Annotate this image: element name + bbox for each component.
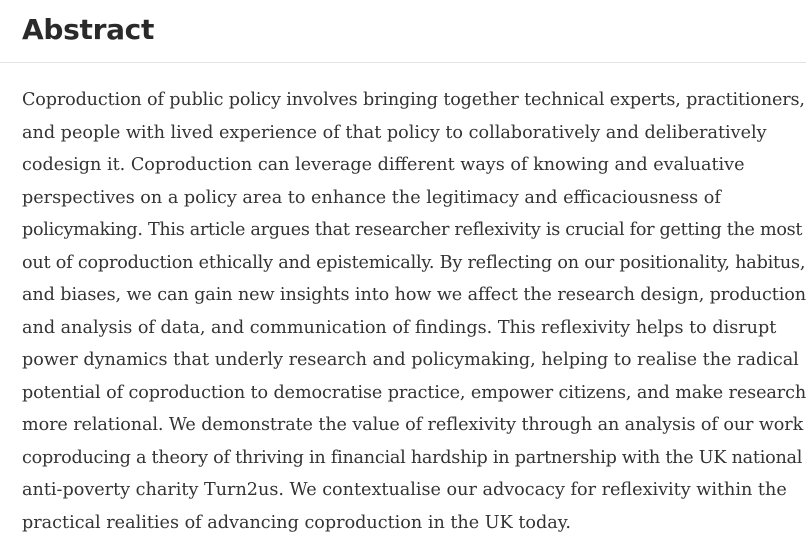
heading-divider xyxy=(0,62,806,63)
abstract-line: coproducing a theory of thriving in financial hardship in partnership with the UK national xyxy=(22,447,803,468)
abstract-line: Coproduction of public policy involves bringing together technical experts, practitioners, xyxy=(22,90,805,110)
abstract-heading: Abstract xyxy=(22,13,155,46)
abstract-line: and biases, we can gain new insights into how we affect the research design, production xyxy=(22,285,807,305)
abstract-line: out of coproduction ethically and epistemically. By reflecting on our positionality, habitus, xyxy=(22,252,806,273)
abstract-line: and people with lived experience of that policy to collaboratively and deliberatively xyxy=(22,122,767,143)
abstract-body xyxy=(22,84,806,539)
abstract-line: perspectives on a policy area to enhance the legitimacy and efficaciousness of xyxy=(22,187,721,208)
abstract-line: practical realities of advancing coproduction in the UK today. xyxy=(22,512,571,533)
abstract-line: and analysis of data, and communication of findings. This reflexivity helps to disrupt xyxy=(22,317,777,338)
abstract-line: power dynamics that underly research and policymaking, helping to realise the radical xyxy=(22,350,799,370)
abstract-line: policymaking. This article argues that researcher reflexivity is crucial for getting the most xyxy=(22,220,803,240)
abstract-line: codesign it. Coproduction can leverage different ways of knowing and evaluative xyxy=(22,155,745,175)
abstract-line: more relational. We demonstrate the value of reflexivity through an analysis of our work xyxy=(22,415,804,435)
abstract-line: anti-poverty charity Turn2us. We contextualise our advocacy for reflexivity within the xyxy=(22,480,787,500)
abstract-line: potential of coproduction to democratise practice, empower citizens, and make research xyxy=(22,382,807,403)
